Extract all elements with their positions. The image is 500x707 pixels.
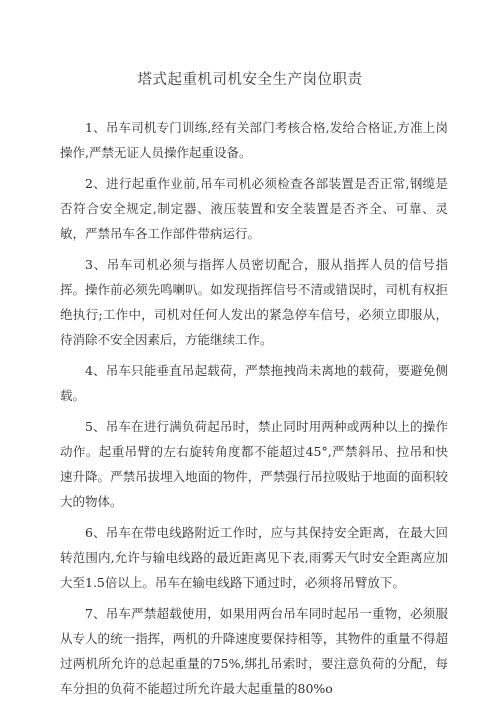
- document-body: [60, 115, 448, 707]
- paragraph-3: 3、吊车司机必须与指挥人员密切配合，服从指挥人员的信号指挥。操作前必须先鸣喇叭。如发现指挥信号不清或错误时，司机有权拒绝执行;工作中，司机对任何人发出的紧急停车信号，必须立即服从，待消除不安全因素后，方能继续工作。: [60, 257, 448, 347]
- document-title: 塔式起重机司机安全生产岗位职责: [137, 72, 363, 88]
- paragraph-4: 4、吊车只能垂直吊起载荷，严禁拖拽尚未离地的载荷，要避免侧载。: [60, 363, 448, 403]
- paragraph-7: 7、吊车严禁超载使用，如果用两台吊车同时起吊一重物，必须服从专人的统一指挥，两机的升降速度要保持相等，其物件的重量不得超过两机所允许的总起重量的75%,绑扎吊索时，要注意负荷的分配，每车分担的负荷不能超过所允许最大起重量的80%o: [60, 606, 448, 696]
- paragraph-1: 1、吊车司机专门训练,经有关部门考核合格,发给合格证,方准上岗操作,严禁无证人员操作起重设备。: [60, 120, 448, 160]
- paragraph-6: 6、吊车在带电线路附近工作时，应与其保持安全距离，在最大回转范围内,允许与输电线路的最近距离见下表,雨雾天气时安全距离应加大至1.5倍以上。吊车在输电线路下通过时，必须将吊臂放下。: [60, 525, 448, 590]
- paragraph-2: 2、进行起重作业前,吊车司机必须检查各部装置是否正常,钢缆是否符合安全规定,制定器、液压装置和安全装置是否齐全、可靠、灵敏，严禁吊车各工作部件带病运行。: [60, 176, 448, 241]
- paragraph-5: 5、吊车在进行满负荷起吊时，禁止同时用两种或两种以上的操作动作。起重吊臂的左右旋转角度都不能超过45°,严禁斜吊、拉吊和快速升降。严禁吊拔埋入地面的物件，严禁强行吊拉吸贴于地面的面积较大的物体。: [60, 419, 448, 509]
